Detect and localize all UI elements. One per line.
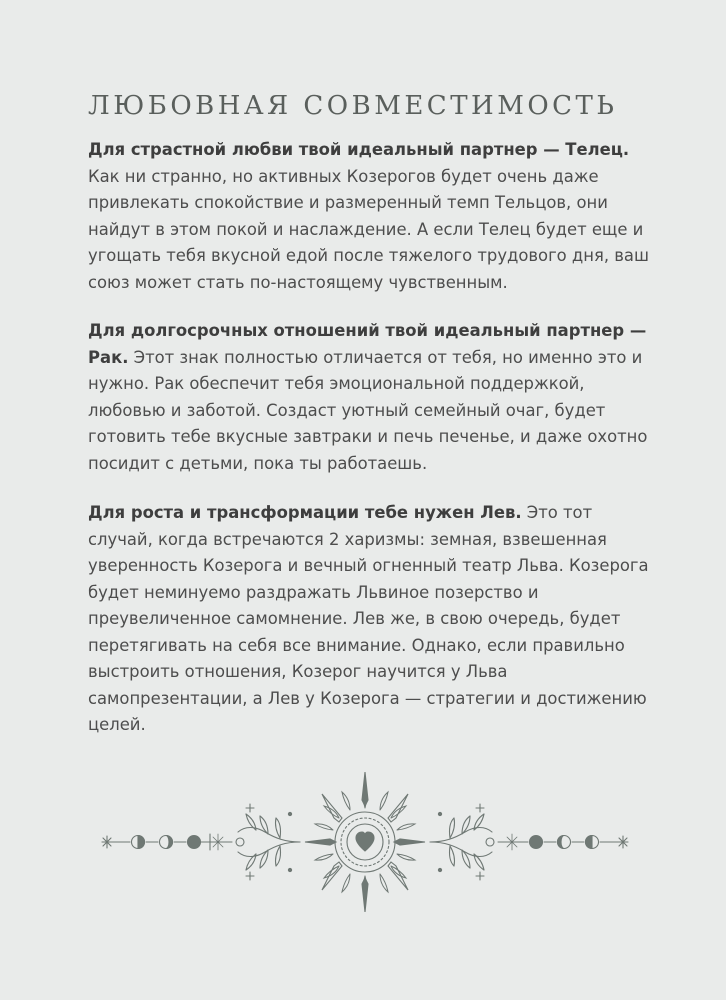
section-cancer [88,318,658,477]
section-text: Как ни странно, но активных Козерогов будет очень даже привлекать спокойствие и размеренный темп Тельцов, они найдут в этом покой и наслаждение. А если Телец будет еще и угощать тебя вкусной едой после тяжелого трудового дня, ваш союз может стать по-настоящему чувственным. [88,166,649,292]
section-text: Этот знак полностью отличается от тебя, но именно это и нужно. Рак обеспечит тебя эмоциональной поддержкой, любовью и заботой. Создаст уютный семейный очаг, будет готовить тебе вкусные завтраки и печь печенье, и даже охотно посидит с детьми, пока ты работаешь. [88,347,648,473]
page-title: ЛЮБОВНАЯ СОВМЕСТИМОСТЬ [88,91,618,122]
section-lead: Для роста и трансформации тебе нужен Лев. [88,503,522,522]
section-lead: Для страстной любви твой идеальный партнер — Телец. [88,140,630,159]
section-leo [88,500,658,739]
section-lead: Для долгосрочных отношений твой идеальный партнер — Рак. [88,321,647,367]
section-text: Это тот случай, когда встречаются 2 харизмы: земная, взвешенная уверенность Козерога и вечный огненный театр Льва. Козерога будет неминуемо раздражать Львиное позерство и преувеличенное самомнение. Лев же, в свою очередь, будет перетягивать на себя все внимание. Однако, если правильно выстроить отношения, Козерог научится у Льва самопрезентации, а Лев у Козерога — стратегии и достижению целей. [88,503,649,734]
section-taurus [88,137,658,296]
celestial-sun-heart-ornament-icon [100,772,630,912]
